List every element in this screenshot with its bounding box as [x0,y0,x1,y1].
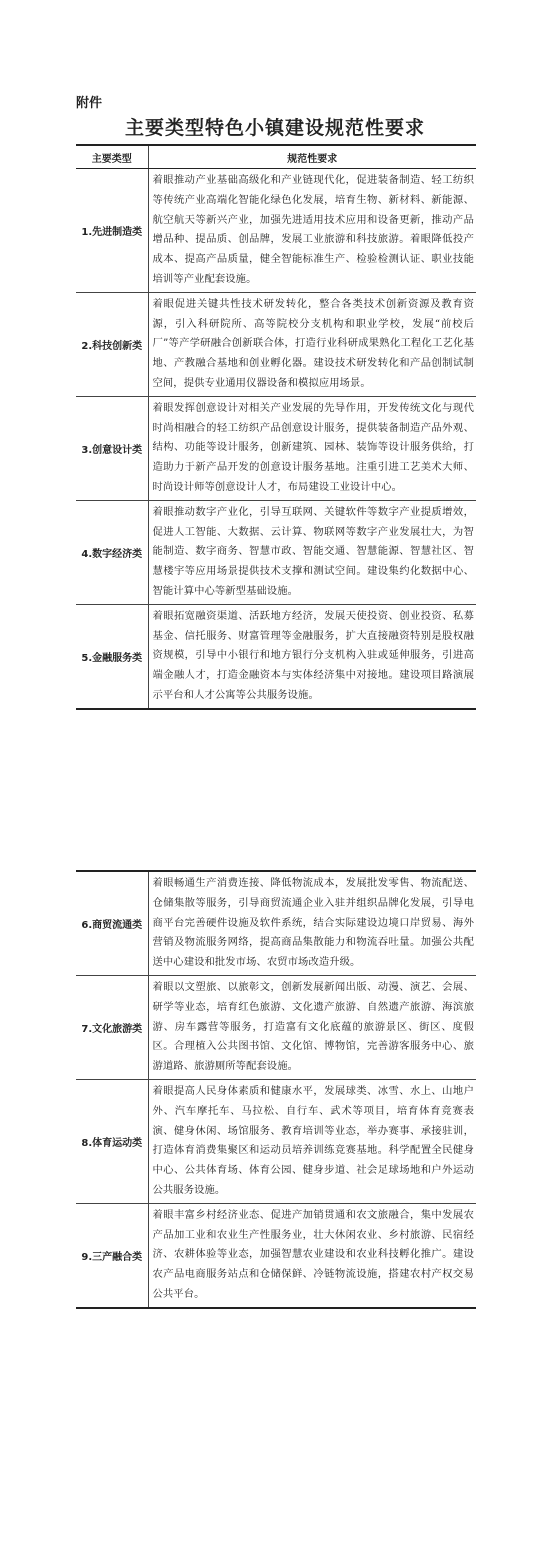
table-row [76,292,476,396]
requirements-table-page-1 [76,144,476,710]
row-category: 5.金融服务类 [76,604,148,708]
row-requirements: 着眼推动数字产业化，引导互联网、关键软件等数字产业提质增效，促进人工智能、大数据、云计算、物联网等数字产业发展壮大，为智能制造、数字商务、智慧市政、智能交通、智慧能源、智慧社区、智慧楼宇等应用场景提供技术支撑和测试空间。建设集约化数据中心、智能计算中心等新型基础设施。 [148,500,476,604]
row-requirements: 着眼发挥创意设计对相关产业发展的先导作用，开发传统文化与现代时尚相融合的轻工纺织产品创意设计服务，提供装备制造产品外观、结构、功能等设计服务，创新建筑、园林、装饰等设计服务供给，打造助力于新产品开发的创意设计服务基地。注重引进工艺美术大师、时尚设计师等创意设计人才，布局建设工业设计中心。 [148,396,476,500]
row-requirements: 着眼推动产业基础高级化和产业链现代化，促进装备制造、轻工纺织等传统产业高端化智能化绿色化发展，培育生物、新材料、新能源、航空航天等新兴产业，加强先进适用技术应用和设备更新，推动产品增品种、提品质、创品牌，发展工业旅游和科技旅游。着眼降低投产成本、提高产品质量，健全智能标准生产、检验检测认证、职业技能培训等产业配套设施。 [148,169,476,293]
table-row [76,604,476,708]
table-row [76,396,476,500]
attachment-label: 附件 [76,96,103,111]
table-row [76,500,476,604]
header-requirements: 规范性要求 [148,145,476,169]
document-title: 主要类型特色小镇建设规范性要求 [124,117,425,139]
row-category: 1.先进制造类 [76,169,148,293]
row-category: 2.科技创新类 [76,292,148,396]
table-row [76,169,476,293]
row-category: 4.数字经济类 [76,500,148,604]
table-row [76,871,476,975]
table-header-row [76,145,476,169]
requirements-table-page-2 [76,870,476,1309]
table-row [76,975,476,1079]
row-category: 8.体育运动类 [76,1079,148,1203]
table-row [76,1079,476,1203]
row-requirements: 着眼拓宽融资渠道、活跃地方经济，发展天使投资、创业投资、私募基金、信托服务、财富管理等金融服务，扩大直接融资特别是股权融资规模，引导中小银行和地方银行分支机构入驻或延伸服务，引进高端金融人才，打造金融资本与实体经济集中对接地。建设项目路演展示平台和人才公寓等公共服务设施。 [148,604,476,708]
table-row [76,1203,476,1307]
header-type: 主要类型 [76,145,148,169]
row-requirements: 着眼丰富乡村经济业态、促进产加销贯通和农文旅融合，集中发展农产品加工业和农业生产性服务业，壮大休闲农业、乡村旅游、民宿经济、农耕体验等业态，加强智慧农业建设和农业科技孵化推广。建设农产品电商服务站点和仓储保鲜、冷链物流设施，搭建农村产权交易公共平台。 [148,1203,476,1307]
row-category: 6.商贸流通类 [76,871,148,975]
row-requirements: 着眼畅通生产消费连接、降低物流成本，发展批发零售、物流配送、仓储集散等服务，引导商贸流通企业入驻并组织品牌化发展，引导电商平台完善硬件设施及软件系统，结合实际建设边境口岸贸易、海外营销及物流服务网络，提高商品集散能力和物流吞吐量。加强公共配送中心建设和批发市场、农贸市场改造升级。 [148,871,476,975]
row-category: 7.文化旅游类 [76,975,148,1079]
row-category: 3.创意设计类 [76,396,148,500]
row-category: 9.三产融合类 [76,1203,148,1307]
row-requirements: 着眼以文塑旅、以旅彰文，创新发展新闻出版、动漫、演艺、会展、研学等业态，培育红色旅游、文化遗产旅游、自然遗产旅游、海滨旅游、房车露营等服务，打造富有文化底蕴的旅游景区、街区、度假区。合理植入公共图书馆、文化馆、博物馆，完善游客服务中心、旅游道路、旅游厕所等配套设施。 [148,975,476,1079]
row-requirements: 着眼促进关键共性技术研发转化，整合各类技术创新资源及教育资源，引入科研院所、高等院校分支机构和职业学校，发展“前校后厂”等产学研融合创新联合体，打造行业科研成果熟化工程化工艺化基地、产教融合基地和创业孵化器。建设技术研发转化和产品创制试制空间，提供专业通用仪器设备和模拟应用场景。 [148,292,476,396]
row-requirements: 着眼提高人民身体素质和健康水平，发展球类、冰雪、水上、山地户外、汽车摩托车、马拉松、自行车、武术等项目，培育体育竞赛表演、健身休闲、场馆服务、教育培训等业态，举办赛事、承接驻训，打造体育消费集聚区和运动员培养训练竞赛基地。科学配置全民健身中心、公共体育场、体育公园、健身步道、社会足球场地和户外运动公共服务设施。 [148,1079,476,1203]
